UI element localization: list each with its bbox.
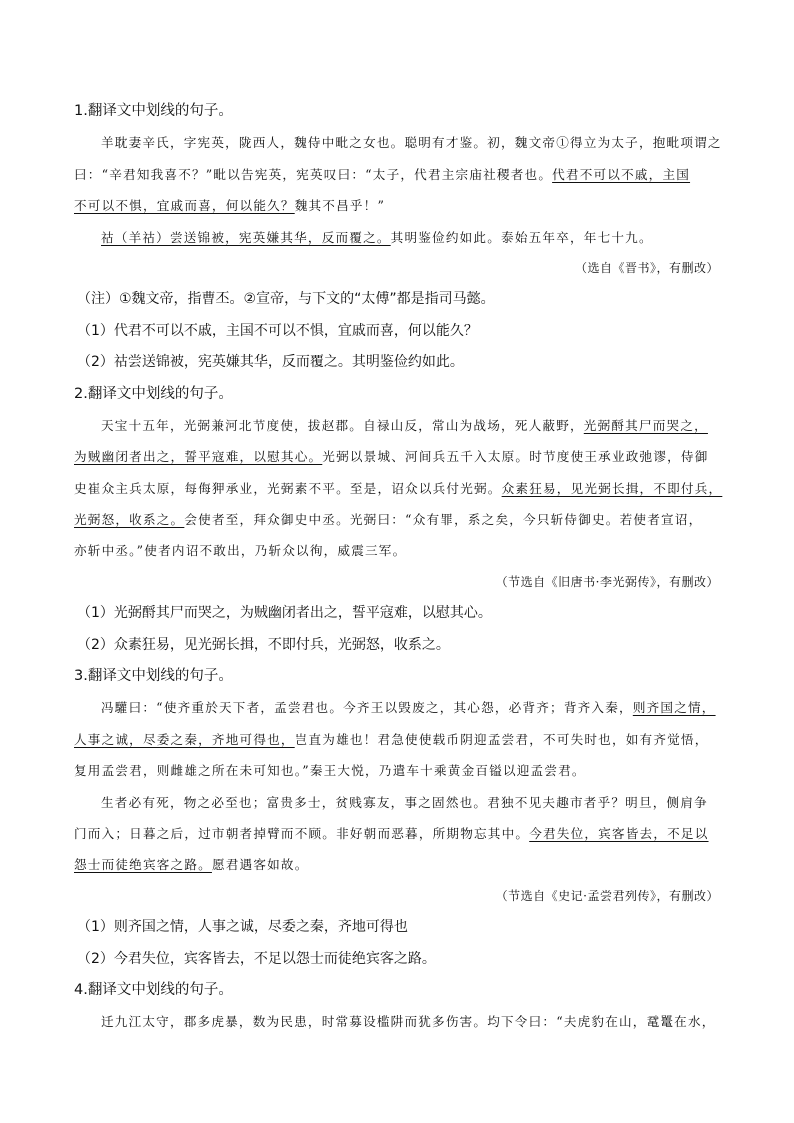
translation-question: （2）今君失位，宾客皆去，不足以怨士而徒绝宾客之路。 — [77, 950, 436, 967]
passage-3-line: 复用孟尝君，则雌雄之所在未可知也。”秦王大悦，乃遣车十乘黄金百镒以迎孟尝君。 — [74, 763, 586, 779]
underlined-sentence: 光弼怒，收系之。 — [74, 512, 185, 528]
passage-1-line: 不可以不惧，宜戚而喜，何以能久？魏其不昌乎！” — [74, 198, 386, 214]
source-citation: （节选自《旧唐书·李光弼传》，有删改） — [495, 574, 719, 589]
passage-1-line: 曰：“辛君知我喜不？”毗以告宪英，宪英叹曰：“太子，代君主宗庙社稷者也。代君不可以不戚，主国 — [74, 166, 691, 182]
source-citation: （选自《晋书》，有删改） — [574, 260, 719, 275]
source-citation: （节选自《史记·孟尝君列传》，有删改） — [495, 888, 719, 903]
underlined-sentence: 怨士而徒绝宾客之路。 — [74, 857, 212, 873]
passage-3-line: 生者必有死，物之必至也；富贵多士，贫贱寡友，事之固然也。君独不见夫趣市者乎？明旦，侧肩争 — [101, 794, 708, 810]
underlined-sentence: 祜（羊祜）尝送锦被，宪英嫌其华，反而覆之。 — [101, 229, 391, 245]
passage-3-line: 门而入；日暮之后，过市朝者掉臂而不顾。非好朝而恶暮，所期物忘其中。今君失位，宾客皆去，不足以 — [74, 825, 709, 841]
underlined-sentence: 今君失位，宾客皆去，不足以 — [529, 825, 709, 841]
underlined-sentence: 众素狂易，见光弼长揖，不即付兵， — [501, 480, 723, 496]
underlined-sentence: 为贼幽闭者出之，誓平寇难，以慰其心。 — [74, 449, 323, 465]
passage-4-line: 迁九江太守，郡多虎暴，数为民患，时常募设槛阱而犹多伤害。均下令曰：“夫虎豹在山，鼋鼍在水， — [101, 1014, 716, 1030]
underlined-sentence: 代君不可以不戚，主国 — [552, 166, 691, 182]
underlined-sentence: 光弼酹其尸而哭之， — [583, 417, 708, 433]
passage-3-line: 怨士而徒绝宾客之路。愿君遇客如故。 — [74, 857, 309, 873]
question-2-title: 2.翻译文中划线的句子。 — [74, 385, 233, 402]
translation-question: （2）众素狂易，见光弼长揖，不即付兵，光弼怒，收系之。 — [77, 636, 450, 653]
translation-question: （2）祜尝送锦被，宪英嫌其华，反而覆之。其明鉴俭约如此。 — [77, 354, 464, 371]
underlined-sentence: 则齐国之情， — [632, 700, 716, 716]
question-1-title: 1.翻译文中划线的句子。 — [74, 103, 233, 119]
underlined-sentence: 人事之诚，尽委之秦，齐地可得也， — [74, 731, 295, 747]
passage-3-line: 冯驩曰：“使齐重於天下者，孟尝君也。今齐王以毁废之，其心怨，必背齐；背齐入秦，则齐国之情， — [101, 700, 716, 716]
question-4-title: 4.翻译文中划线的句子。 — [74, 981, 233, 998]
passage-1-line: 祜（羊祜）尝送锦被，宪英嫌其华，反而覆之。其明鉴俭约如此。泰始五年卒，年七十九。 — [101, 229, 653, 245]
annotation-note: （注）①魏文帝，指曹丕。②宣帝，与下文的“太傅”都是指司马懿。 — [77, 291, 495, 308]
passage-1-line: 羊耽妻辛氏，字宪英，陇西人，魏侍中毗之女也。聪明有才鉴。初，魏文帝①得立为太子，抱毗项谓之 — [101, 135, 722, 151]
translation-question: （1）光弼酹其尸而哭之，为贼幽闭者出之，誓平寇难，以慰其心。 — [77, 605, 492, 622]
translation-question: （1）代君不可以不戚，主国不可以不惧，宜戚而喜，何以能久？ — [77, 322, 478, 339]
translation-question: （1）则齐国之情，人事之诚，尽委之秦，齐地可得也 — [77, 919, 408, 936]
passage-3-line: 人事之诚，尽委之秦，齐地可得也，岂直为雄也！君急使使载币阴迎孟尝君，不可失时也，如有齐觉悟， — [74, 731, 709, 747]
passage-2-line: 史崔众主兵太原，每侮狎承业，光弼素不平。至是，诏众以兵付光弼。众素狂易，见光弼长揖，不即付兵， — [74, 480, 723, 496]
passage-2-line: 天宝十五年，光弼兼河北节度使，拔赵郡。自禄山反，常山为战场，死人蔽野，光弼酹其尸而哭之， — [101, 417, 708, 433]
passage-2-line: 亦斩中丞。”使者内诏不敢出，乃斩众以徇，威震三军。 — [74, 543, 407, 559]
passage-2-line: 为贼幽闭者出之，誓平寇难，以慰其心。光弼以景城、河间兵五千入太原。时节度使王承业政弛谬，侍御 — [74, 449, 709, 465]
question-3-title: 3.翻译文中划线的句子。 — [74, 668, 233, 685]
document-page — [74, 96, 729, 1038]
passage-2-line: 光弼怒，收系之。会使者至，拜众御史中丞。光弼曰：“众有罪，系之矣，今只斩侍御史。若使者宣诏， — [74, 512, 703, 528]
underlined-sentence: 不可以不惧，宜戚而喜，何以能久？ — [74, 198, 295, 214]
